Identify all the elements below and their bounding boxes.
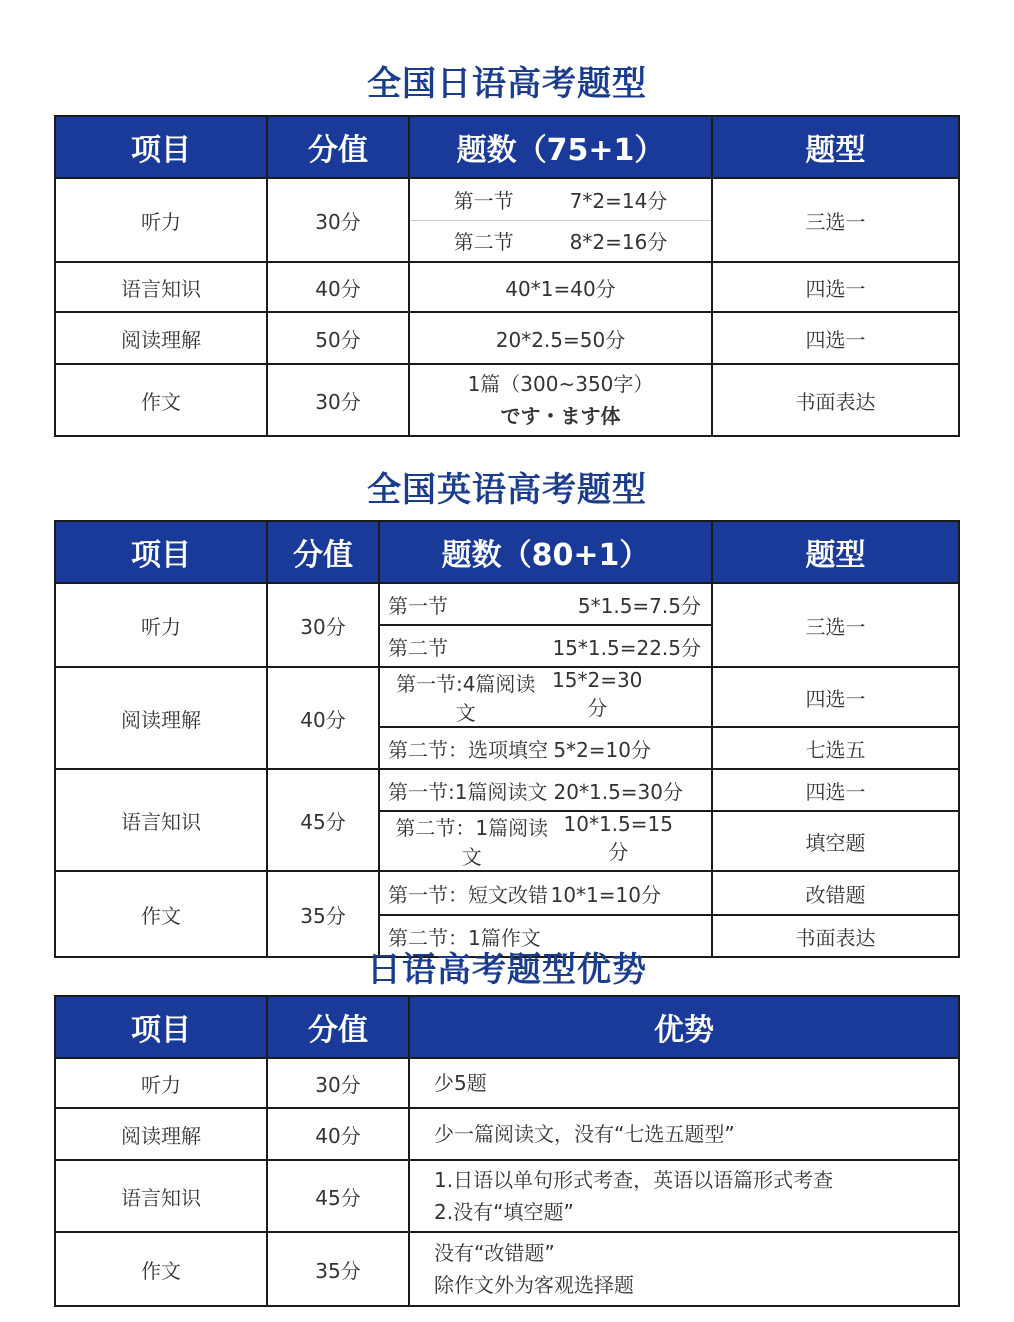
table-row [55,1058,959,1108]
part-label: 第二节：1篇阅读文 [395,816,549,869]
table-row [55,178,959,220]
count-cell [379,871,712,915]
part-value: 8*2=16分 [569,230,668,255]
type-cell: 三选一 [712,583,959,667]
header-type: 题型 [712,116,959,178]
type-cell: 书面表达 [712,364,959,436]
part-label: 第二节：选项填空 [388,737,548,762]
english-exam-table [54,520,960,958]
type-cell: 书面表达 [712,915,959,957]
type-cell: 四选一 [712,667,959,727]
score-cell: 40分 [267,262,409,312]
part-label: 第一节 [453,188,514,213]
header-item: 项目 [55,996,267,1058]
item-cell: 阅读理解 [55,1108,267,1160]
table-row [55,1160,959,1232]
count-cell: 20*2.5=50分 [409,312,712,364]
item-cell: 阅读理解 [55,312,267,364]
score-cell: 30分 [267,364,409,436]
count-cell: 第二节：1篇作文 [379,915,712,957]
header-type: 题型 [712,521,959,583]
table-header-row [55,116,959,178]
score-cell: 45分 [267,769,379,871]
part-label: 第一节 [388,593,448,618]
table-row [55,1108,959,1160]
table-row [55,583,959,625]
advantage-line: 没有“改错题” [434,1241,555,1265]
count-cell [379,667,712,727]
header-count: 题数（80+1） [379,521,712,583]
type-cell: 四选一 [712,312,959,364]
part-value: 10*1.5=15分 [563,812,673,864]
header-advantage: 优势 [409,996,959,1058]
advantage-line: 2.没有“填空题” [434,1200,574,1224]
section2-title: 全国英语高考题型 [367,470,647,510]
score-cell: 30分 [267,1058,409,1108]
item-cell: 语言知识 [55,769,267,871]
type-cell: 改错题 [712,871,959,915]
part-value: 15*2=30分 [552,668,643,720]
advantage-cell [409,1160,959,1232]
header-item: 项目 [55,116,267,178]
count-cell [379,811,712,871]
score-cell: 35分 [267,1232,409,1306]
item-cell: 阅读理解 [55,667,267,769]
advantage-cell [409,1232,959,1306]
advantage-cell [409,1058,959,1108]
section1-title: 全国日语高考题型 [367,64,647,104]
type-cell: 七选五 [712,727,959,769]
table-row [55,1232,959,1306]
count-cell [379,625,712,667]
score-cell: 45分 [267,1160,409,1232]
table-row [55,364,959,436]
part-label: 第二节 [453,230,514,255]
item-cell: 作文 [55,1232,267,1306]
part-value: 5*2=10分 [553,737,651,762]
item-cell: 语言知识 [55,262,267,312]
advantage-cell [409,1108,959,1160]
table-header-row [55,996,959,1058]
header-item: 项目 [55,521,267,583]
count-cell: 40*1=40分 [409,262,712,312]
part-label: 第一节：短文改错 [388,882,548,907]
score-cell: 30分 [267,178,409,262]
table-row [55,667,959,727]
type-cell: 四选一 [712,262,959,312]
count-line: です・ます体 [500,404,621,428]
section3-title: 日语高考题型优势 [367,950,647,990]
item-cell: 听力 [55,1058,267,1108]
table-row [55,871,959,915]
advantages-table [54,995,960,1307]
score-cell: 35分 [267,871,379,957]
part-label: 第一节:4篇阅读文 [395,672,536,725]
japanese-exam-table [54,115,960,437]
part-label: 第一节:1篇阅读文 [388,779,548,804]
count-cell [409,220,712,262]
count-line: 1篇（300~350字） [467,372,654,396]
part-value: 20*1.5=30分 [553,779,683,804]
part-label: 第二节 [388,635,448,660]
item-cell: 语言知识 [55,1160,267,1232]
table-row [55,262,959,312]
item-cell: 听力 [55,583,267,667]
header-score: 分值 [267,521,379,583]
header-count: 题数（75+1） [409,116,712,178]
advantage-line: 少一篇阅读文，没有“七选五题型” [434,1122,735,1146]
type-cell: 填空题 [712,811,959,871]
table-row [55,312,959,364]
score-cell: 40分 [267,1108,409,1160]
count-cell [379,583,712,625]
score-cell: 30分 [267,583,379,667]
count-cell [409,178,712,220]
count-cell [409,364,712,436]
part-value: 5*1.5=7.5分 [577,593,701,618]
advantage-line: 除作文外为客观选择题 [434,1273,634,1297]
type-cell: 四选一 [712,769,959,811]
table-header-row [55,521,959,583]
advantage-line: 少5题 [434,1071,487,1095]
count-cell [379,769,712,811]
item-cell: 听力 [55,178,267,262]
header-score: 分值 [267,116,409,178]
item-cell: 作文 [55,364,267,436]
type-cell: 三选一 [712,178,959,262]
part-value: 7*2=14分 [569,188,668,213]
part-value: 15*1.5=22.5分 [552,635,701,660]
part-value: 10*1=10分 [550,882,661,907]
count-cell [379,727,712,769]
header-score: 分值 [267,996,409,1058]
advantage-line: 1.日语以单句形式考查，英语以语篇形式考查 [434,1168,834,1192]
table-row [55,769,959,811]
item-cell: 作文 [55,871,267,957]
score-cell: 50分 [267,312,409,364]
score-cell: 40分 [267,667,379,769]
